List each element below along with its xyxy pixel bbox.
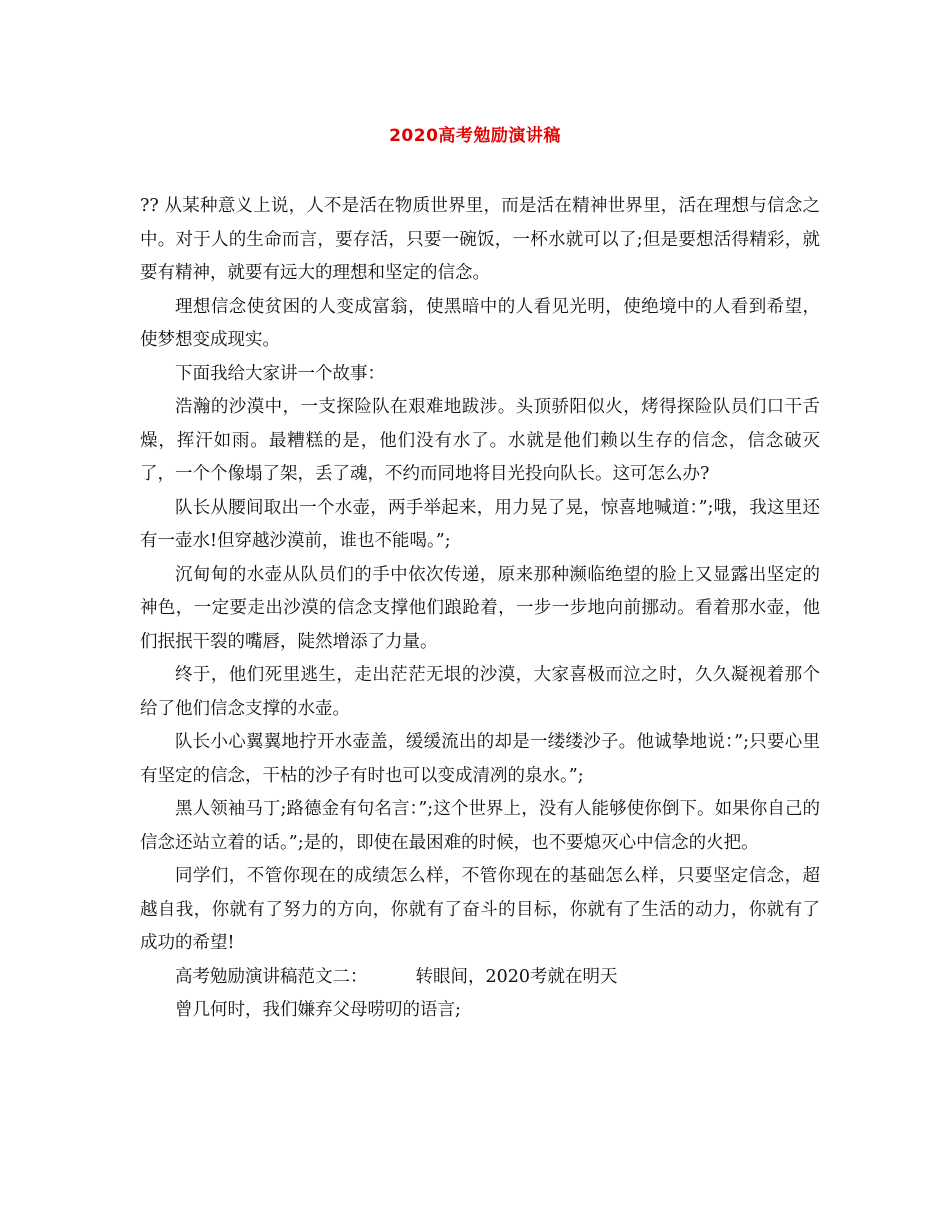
paragraph-4: 浩瀚的沙漠中，一支探险队在艰难地跋涉。头顶骄阳似火，烤得探险队员们口干舌燥，挥汗如雨。最糟糕的是，他们没有水了。水就是他们赖以生存的信念，信念破灭了，一个个像塌了架，丢了魂，不约而同地将目光投向队长。这可怎么办? (140, 397, 820, 484)
section-heading: 高考勉励演讲稿范文二： (175, 966, 368, 987)
paragraph-5: 队长从腰间取出一个水壶，两手举起来，用力晃了晃，惊喜地喊道：”;哦，我这里还有一壶水!但穿越沙漠前，谁也不能喝。”; (140, 497, 820, 551)
paragraph-6: 沉甸甸的水壶从队员们的手中依次传递，原来那种濒临绝望的脸上又显露出坚定的神色，一定要走出沙漠的信念支撑他们踉跄着，一步一步地向前挪动。看着那水壶，他们抿抿干裂的嘴唇，陡然增添了力量。 (140, 564, 820, 652)
paragraph-7: 终于，他们死里逃生，走出茫茫无垠的沙漠，大家喜极而泣之时，久久凝视着那个给了他们信念支撑的水壶。 (140, 665, 820, 719)
section-subtitle: 转眼间，2020考就在明天 (415, 966, 618, 987)
paragraph-1: ?? 从某种意义上说，人不是活在物质世界里，而是活在精神世界里，活在理想与信念之中。对于人的生命而言，要存活，只要一碗饭，一杯水就可以了;但是要想活得精彩，就要有精神，就要有远大的理想和坚定的信念。 (140, 196, 820, 283)
paragraph-8: 队长小心翼翼地拧开水壶盖，缓缓流出的却是一缕缕沙子。他诚挚地说：”;只要心里有坚定的信念，干枯的沙子有时也可以变成清冽的泉水。”; (140, 732, 820, 786)
paragraph-10: 同学们，不管你现在的成绩怎么样，不管你现在的基础怎么样，只要坚定信念，超越自我，你就有了努力的方向，你就有了奋斗的目标，你就有了生活的动力，你就有了成功的希望! (140, 866, 820, 953)
section-heading-line (140, 961, 820, 995)
paragraph-9: 黑人领袖马丁;路德金有句名言：”;这个世界上，没有人能够使你倒下。如果你自己的信念还站立着的话。”;是的，即使在最困难的时候，也不要熄灭心中信念的火把。 (140, 799, 820, 853)
document-body (140, 190, 820, 1028)
paragraph-11: 曾几何时，我们嫌弃父母唠叨的语言; (175, 1000, 461, 1020)
document-title: 2020高考勉励演讲稿 (389, 126, 561, 146)
paragraph-2: 理想信念使贫困的人变成富翁，使黑暗中的人看见光明，使绝境中的人看到希望，使梦想变成现实。 (140, 296, 820, 350)
paragraph-3: 下面我给大家讲一个故事： (175, 363, 385, 384)
